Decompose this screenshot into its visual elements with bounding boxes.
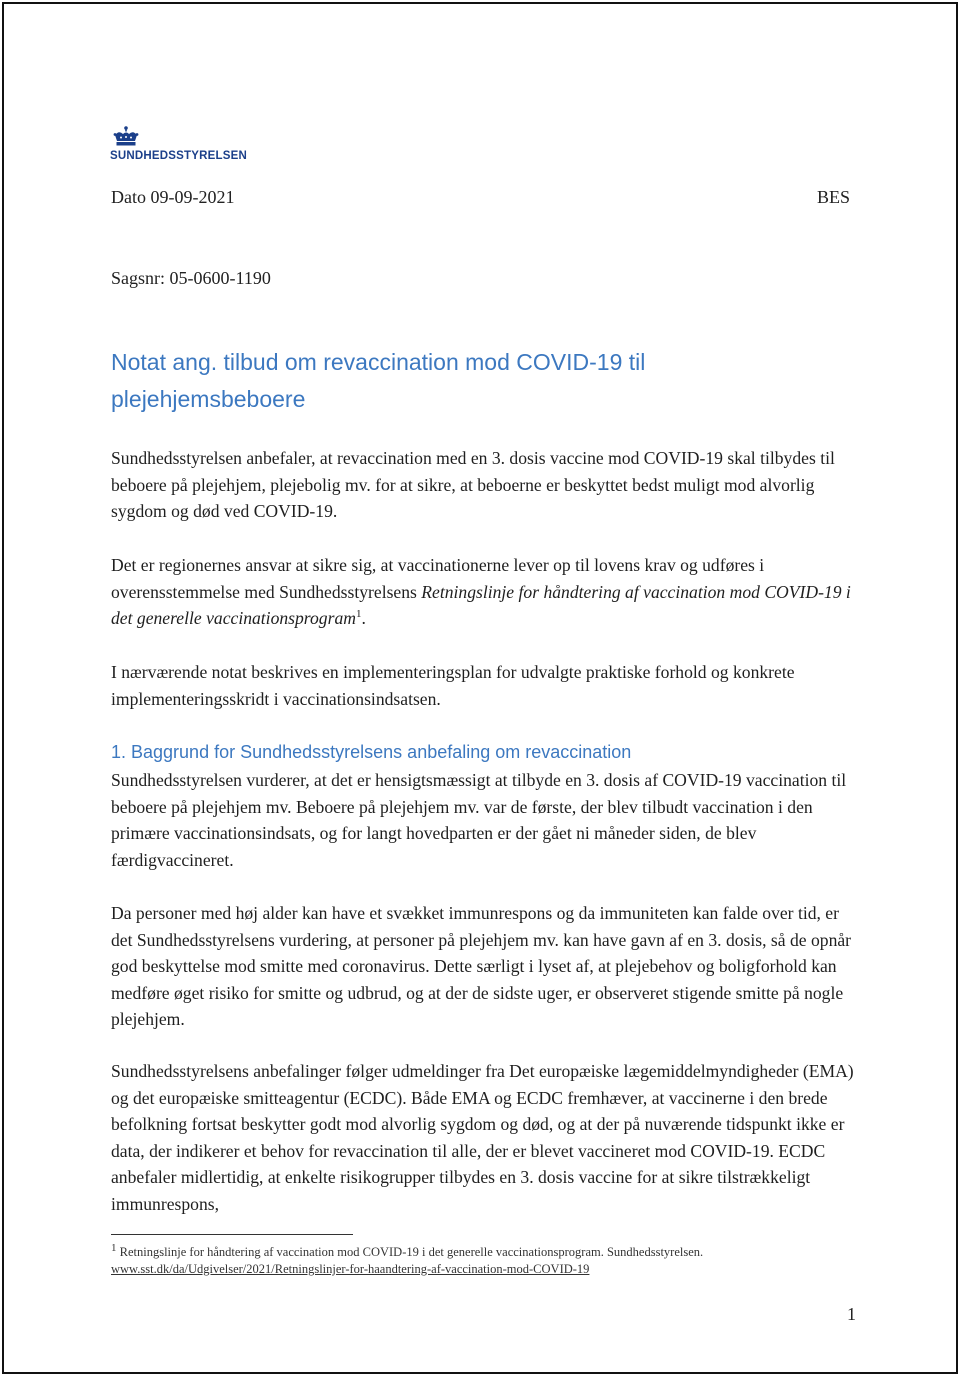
document-date: Dato 09-09-2021 [111,187,235,207]
footnote-text: Retningslinje for håndtering af vaccination mod COVID-19 i det generelle vaccinationsprogram. Sundhedsstyrelsen. [116,1245,704,1259]
paragraph-4: Sundhedsstyrelsen vurderer, at det er hensigtsmæssigt at tilbyde en 3. dosis af COVID-19 vaccination til beboere på plejehjem mv. Beboere på plejehjem mv. var de første, der blev tilbudt vaccination i den primære vaccinationsindsats, og for langt hovedparten er der gået ni måneder siden, de blev færdigvaccineret. [111,770,847,870]
paragraph-2-end: . [361,608,366,628]
footnote [111,1241,857,1278]
sundhedsstyrelsen-logo [110,126,247,162]
paragraph-2-text: Det er regionernes ansvar at sikre sig, at vaccinationerne lever op til lovens krav og udføres i overensstemmelse med Sundhedsstyrelsens [111,555,765,602]
paragraph-6: Sundhedsstyrelsens anbefalinger følger udmeldinger fra Det europæiske lægemiddelmyndigheder (EMA) og det europæiske smitteagentur (ECDC). Både EMA og ECDC fremhæver, at vaccinerne i den brede befolkning fortsat beskytter godt mod alvorlig sygdom og død, og at der på nuværende tidspunkt ikke er data, der indikerer et behov for revaccination til alle, der er blevet vaccineret mod COVID-19. ECDC anbefaler midlertidig, at enkelte risikogrupper tilbydes en 3. dosis vaccine for at sikre tilstrækkeligt immunrespons, [111,1061,854,1214]
paragraph-2 [111,552,857,632]
section-1-heading: 1. Baggrund for Sundhedsstyrelsens anbefaling om revaccination [111,742,632,762]
footnote-separator [111,1234,353,1235]
document-title: Notat ang. tilbud om revaccination mod COVID-19 til plejehjemsbeboere [111,349,646,412]
logo-text: SUNDHEDSSTYRELSEN [110,150,247,162]
footnote-number: 1 [111,1241,117,1254]
author-initials: BES [816,187,850,207]
crown-icon [112,126,140,148]
document-page [2,2,958,1374]
case-number: Sagsnr: 05-0600-1190 [111,268,271,288]
paragraph-1: Sundhedsstyrelsen anbefaler, at revaccination med en 3. dosis vaccine mod COVID-19 skal tilbydes til beboere på plejehjem, plejebolig mv. for at sikre, at beboerne er beskyttet bedst muligt mod alvorlig sygdom og død ved COVID-19. [111,448,835,521]
paragraph-5: Da personer med høj alder kan have et svækket immunrespons og da immuniteten kan falde over tid, er det Sundhedsstyrelsens vurdering, at personer på plejehjem mv. kan have gavn af en 3. dosis, så de opnår god beskyttelse mod smitte med coronavirus. Dette særligt i lyset af, at plejebehov og boligforhold kan medføre øget risiko for smitte og udbrud, og at der de sidste uger, er observeret stigende smitte på nogle plejehjem. [111,903,852,1029]
footnote-link[interactable]: www.sst.dk/da/Udgivelser/2021/Retningslinjer-for-haandtering-af-vaccination-mod-COVID-19 [111,1262,590,1276]
page-number: 1 [847,1304,856,1324]
paragraph-3: I nærværende notat beskrives en implementeringsplan for udvalgte praktiske forhold og konkrete implementeringsskridt i vaccinationsindsatsen. [111,662,795,709]
footnote-reference[interactable]: 1 [355,608,362,621]
guideline-title: Retningslinje for håndtering af vaccination mod COVID-19 i det generelle vaccinationsprogram [111,581,851,628]
